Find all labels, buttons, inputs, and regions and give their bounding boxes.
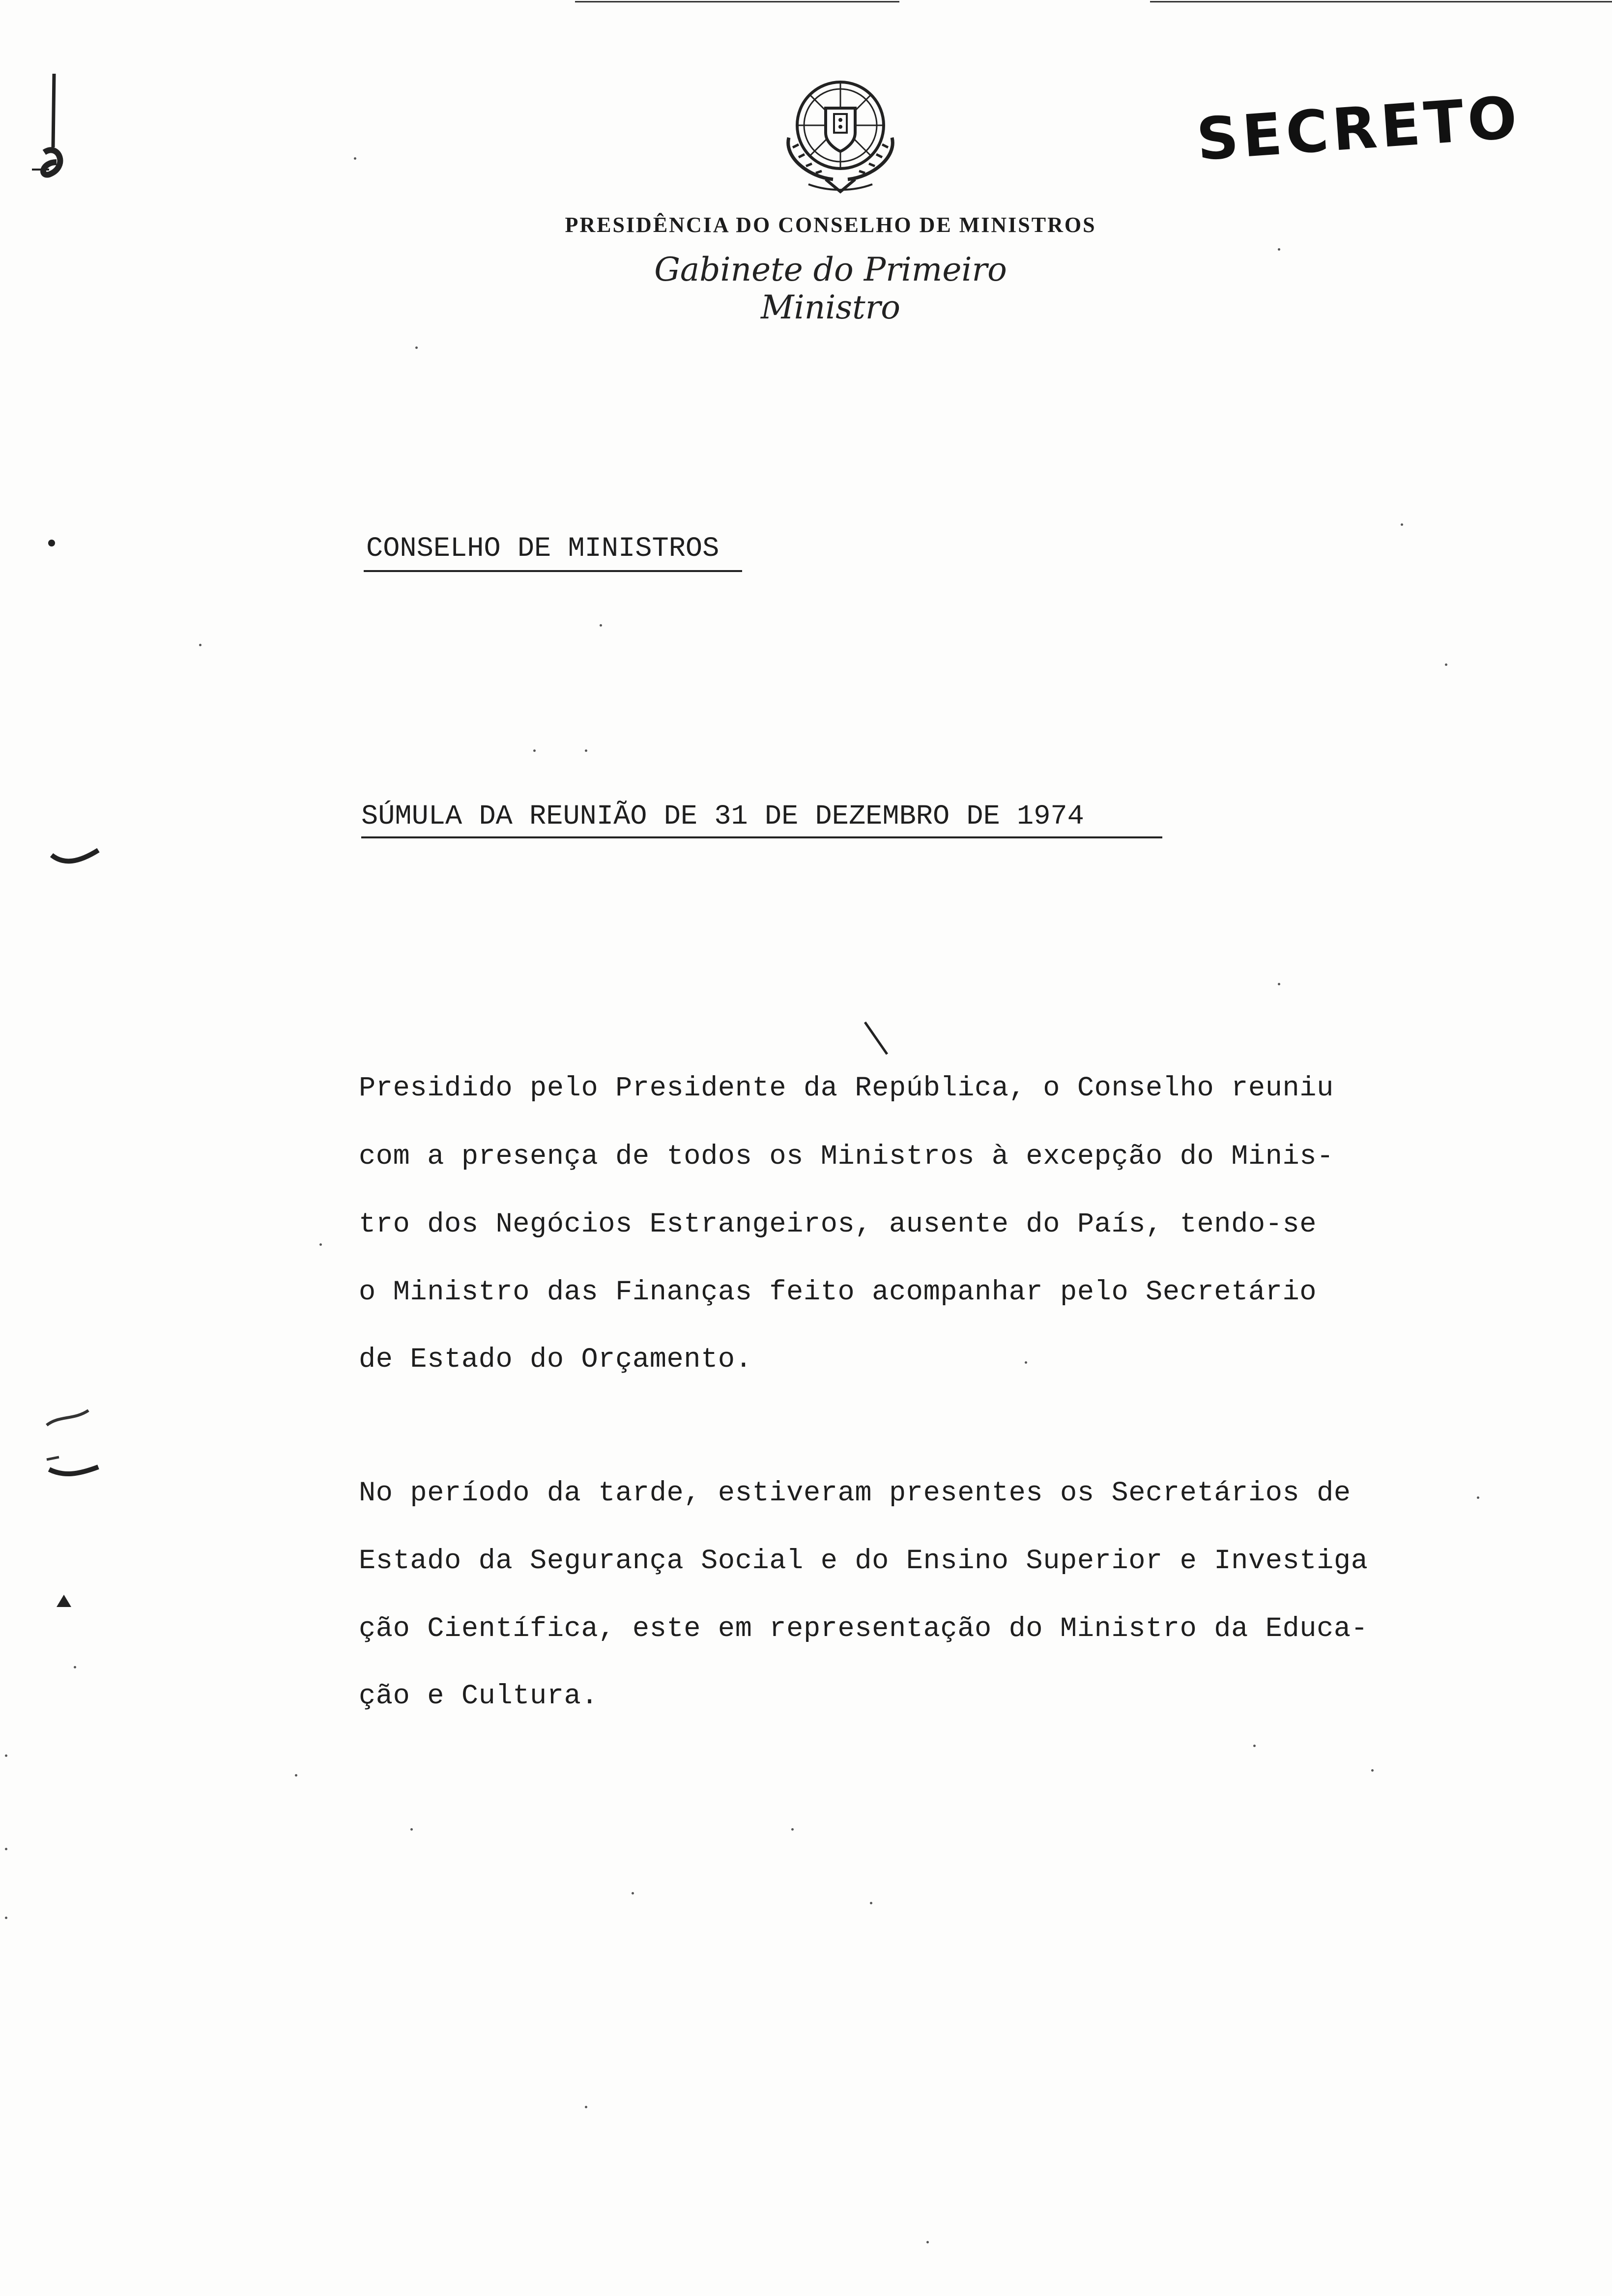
- paragraph-line: de Estado do Orçamento.: [359, 1344, 752, 1376]
- scan-speck: [74, 1666, 76, 1668]
- scan-speck: [5, 1754, 7, 1757]
- paragraph-line: No período da tarde, estiveram presentes os Secretários de: [359, 1478, 1351, 1509]
- margin-mark: [44, 1406, 98, 1435]
- scan-speck: [533, 749, 536, 752]
- document-heading: CONSELHO DE MINISTROS: [366, 533, 720, 565]
- scan-speck: [585, 2106, 587, 2108]
- margin-mark: [44, 536, 59, 550]
- scan-speck: [199, 644, 202, 646]
- scan-speck: [410, 1828, 413, 1831]
- paragraph-line: Estado da Segurança Social e do Ensino Superior e Investiga: [359, 1546, 1368, 1577]
- scan-speck: [1278, 248, 1280, 251]
- scan-speck: [1477, 1496, 1479, 1499]
- pen-stroke-mark: [863, 1020, 892, 1059]
- scan-speck: [1401, 523, 1403, 526]
- scan-edge-line: [1150, 1, 1612, 2]
- scan-speck: [1278, 983, 1280, 985]
- margin-mark: [44, 1455, 103, 1489]
- scan-speck: [1445, 663, 1447, 666]
- letterhead-title: PRESIDÊNCIA DO CONSELHO DE MINISTROS: [565, 213, 1096, 237]
- scan-speck: [1253, 1745, 1256, 1747]
- margin-mark: [49, 840, 103, 875]
- scan-speck: [870, 1902, 872, 1904]
- classification-stamp: SECRETO: [1194, 83, 1523, 173]
- scan-speck: [926, 2241, 929, 2243]
- portugal-coat-of-arms-icon: [779, 79, 902, 197]
- scan-speck: [295, 1774, 297, 1777]
- scan-speck: [1371, 1769, 1374, 1772]
- meeting-summary-title: SÚMULA DA REUNIÃO DE 31 DE DEZEMBRO DE 1974: [361, 801, 1084, 832]
- scan-speck: [354, 157, 356, 160]
- paragraph-line: ção e Cultura.: [359, 1681, 599, 1712]
- scan-speck: [1025, 1361, 1027, 1364]
- paragraph-line: tro dos Negócios Estrangeiros, ausente do País, tendo-se: [359, 1209, 1317, 1240]
- scan-edge-line: [575, 1, 899, 2]
- subheading-underline: [361, 836, 1162, 838]
- margin-mark: [54, 1592, 74, 1612]
- paragraph-line: o Ministro das Finanças feito acompanhar pelo Secretário: [359, 1277, 1317, 1308]
- scan-speck: [600, 624, 602, 627]
- paragraph-line: Presidido pelo Presidente da República, o Conselho reuniu: [359, 1073, 1334, 1104]
- scan-speck: [319, 1243, 322, 1246]
- paragraph-line: ção Científica, este em representação do Ministro da Educa-: [359, 1613, 1368, 1645]
- scan-speck: [585, 749, 587, 752]
- scan-speck: [415, 346, 418, 349]
- paragraph-line: com a presença de todos os Ministros à excepção do Minis-: [359, 1141, 1334, 1173]
- scan-speck: [632, 1892, 634, 1894]
- scan-speck: [5, 1848, 7, 1850]
- margin-pencil-mark: [29, 69, 74, 187]
- scan-speck: [5, 1917, 7, 1919]
- letterhead-subtitle: Gabinete do Primeiro Ministro: [654, 251, 1007, 326]
- heading-underline: [364, 570, 742, 572]
- scan-speck: [791, 1828, 794, 1831]
